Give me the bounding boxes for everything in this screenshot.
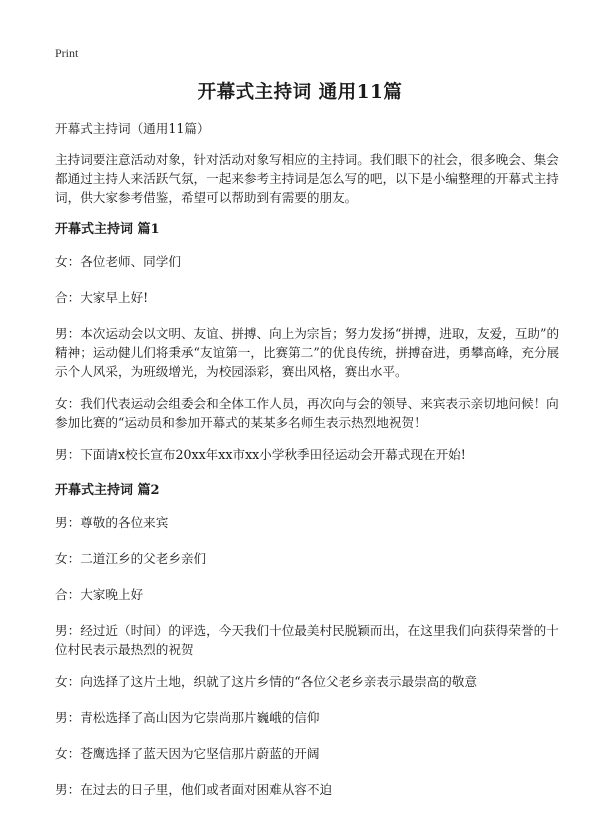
dialogue-line: 女：我们代表运动会组委会和全体工作人员，再次向与会的领导、来宾表示亲切地问候！向参加比赛的“运动员和参加开幕式的某某多名师生表示热烈地祝贺！ <box>55 396 559 430</box>
dialogue-line: 男：本次运动会以文明、友谊、拼搏、向上为宗旨；努力发扬“拼搏，进取，友爱，互助”的精神；运动健儿们将秉承“友谊第一，比赛第二”的优良传统，拼搏奋进，勇攀高峰，充分展示个人风采，为班级增光，为校园添彩，赛出风格，赛出水平。 <box>55 326 560 379</box>
print-label[interactable]: Print <box>55 46 79 60</box>
section-heading-2: 开幕式主持词 篇2 <box>55 483 160 498</box>
doc-subtitle: 开幕式主持词（通用11篇） <box>55 121 210 136</box>
dialogue-line: 合：大家早上好! <box>55 290 149 305</box>
dialogue-line: 合：大家晚上好 <box>55 587 144 602</box>
dialogue-line: 男：经过近（时间）的评选，今天我们十位最美村民脱颖而出，在这里我们向获得荣誉的十位村民表示最热烈的祝贺 <box>55 623 559 657</box>
dialogue-line: 女：二道江乡的父老乡亲们 <box>55 551 207 566</box>
dialogue-line: 男：下面请x校长宣布20xx年xx市xx小学秋季田径运动会开幕式现在开始! <box>55 447 466 462</box>
section-heading-1: 开幕式主持词 篇1 <box>55 222 160 237</box>
dialogue-line: 男：青松选择了高山因为它崇尚那片巍峨的信仰 <box>55 710 320 725</box>
dialogue-line: 女：各位老师、同学们 <box>55 254 181 269</box>
dialogue-line: 男：尊敬的各位来宾 <box>55 515 169 530</box>
dialogue-line: 男：在过去的日子里，他们或者面对困难从容不迫 <box>55 782 333 797</box>
intro-paragraph: 主持词要注意活动对象，针对活动对象写相应的主持词。我们眼下的社会，很多晚会、集会都通过主持人来活跃气氛，一起来参考主持词是怎么写的吧，以下是小编整理的开幕式主持词，供大家参考借鉴，希望可以帮助到有需要的朋友。 <box>55 152 559 205</box>
document-body <box>55 119 560 816</box>
dialogue-line: 女：苍鹰选择了蓝天因为它坚信那片蔚蓝的开阔 <box>55 746 320 761</box>
dialogue-line: 女：向选择了这片土地，织就了这片乡情的“各位父老乡亲表示最崇高的敬意 <box>55 674 478 689</box>
page-title: 开幕式主持词 通用11篇 <box>197 82 403 103</box>
